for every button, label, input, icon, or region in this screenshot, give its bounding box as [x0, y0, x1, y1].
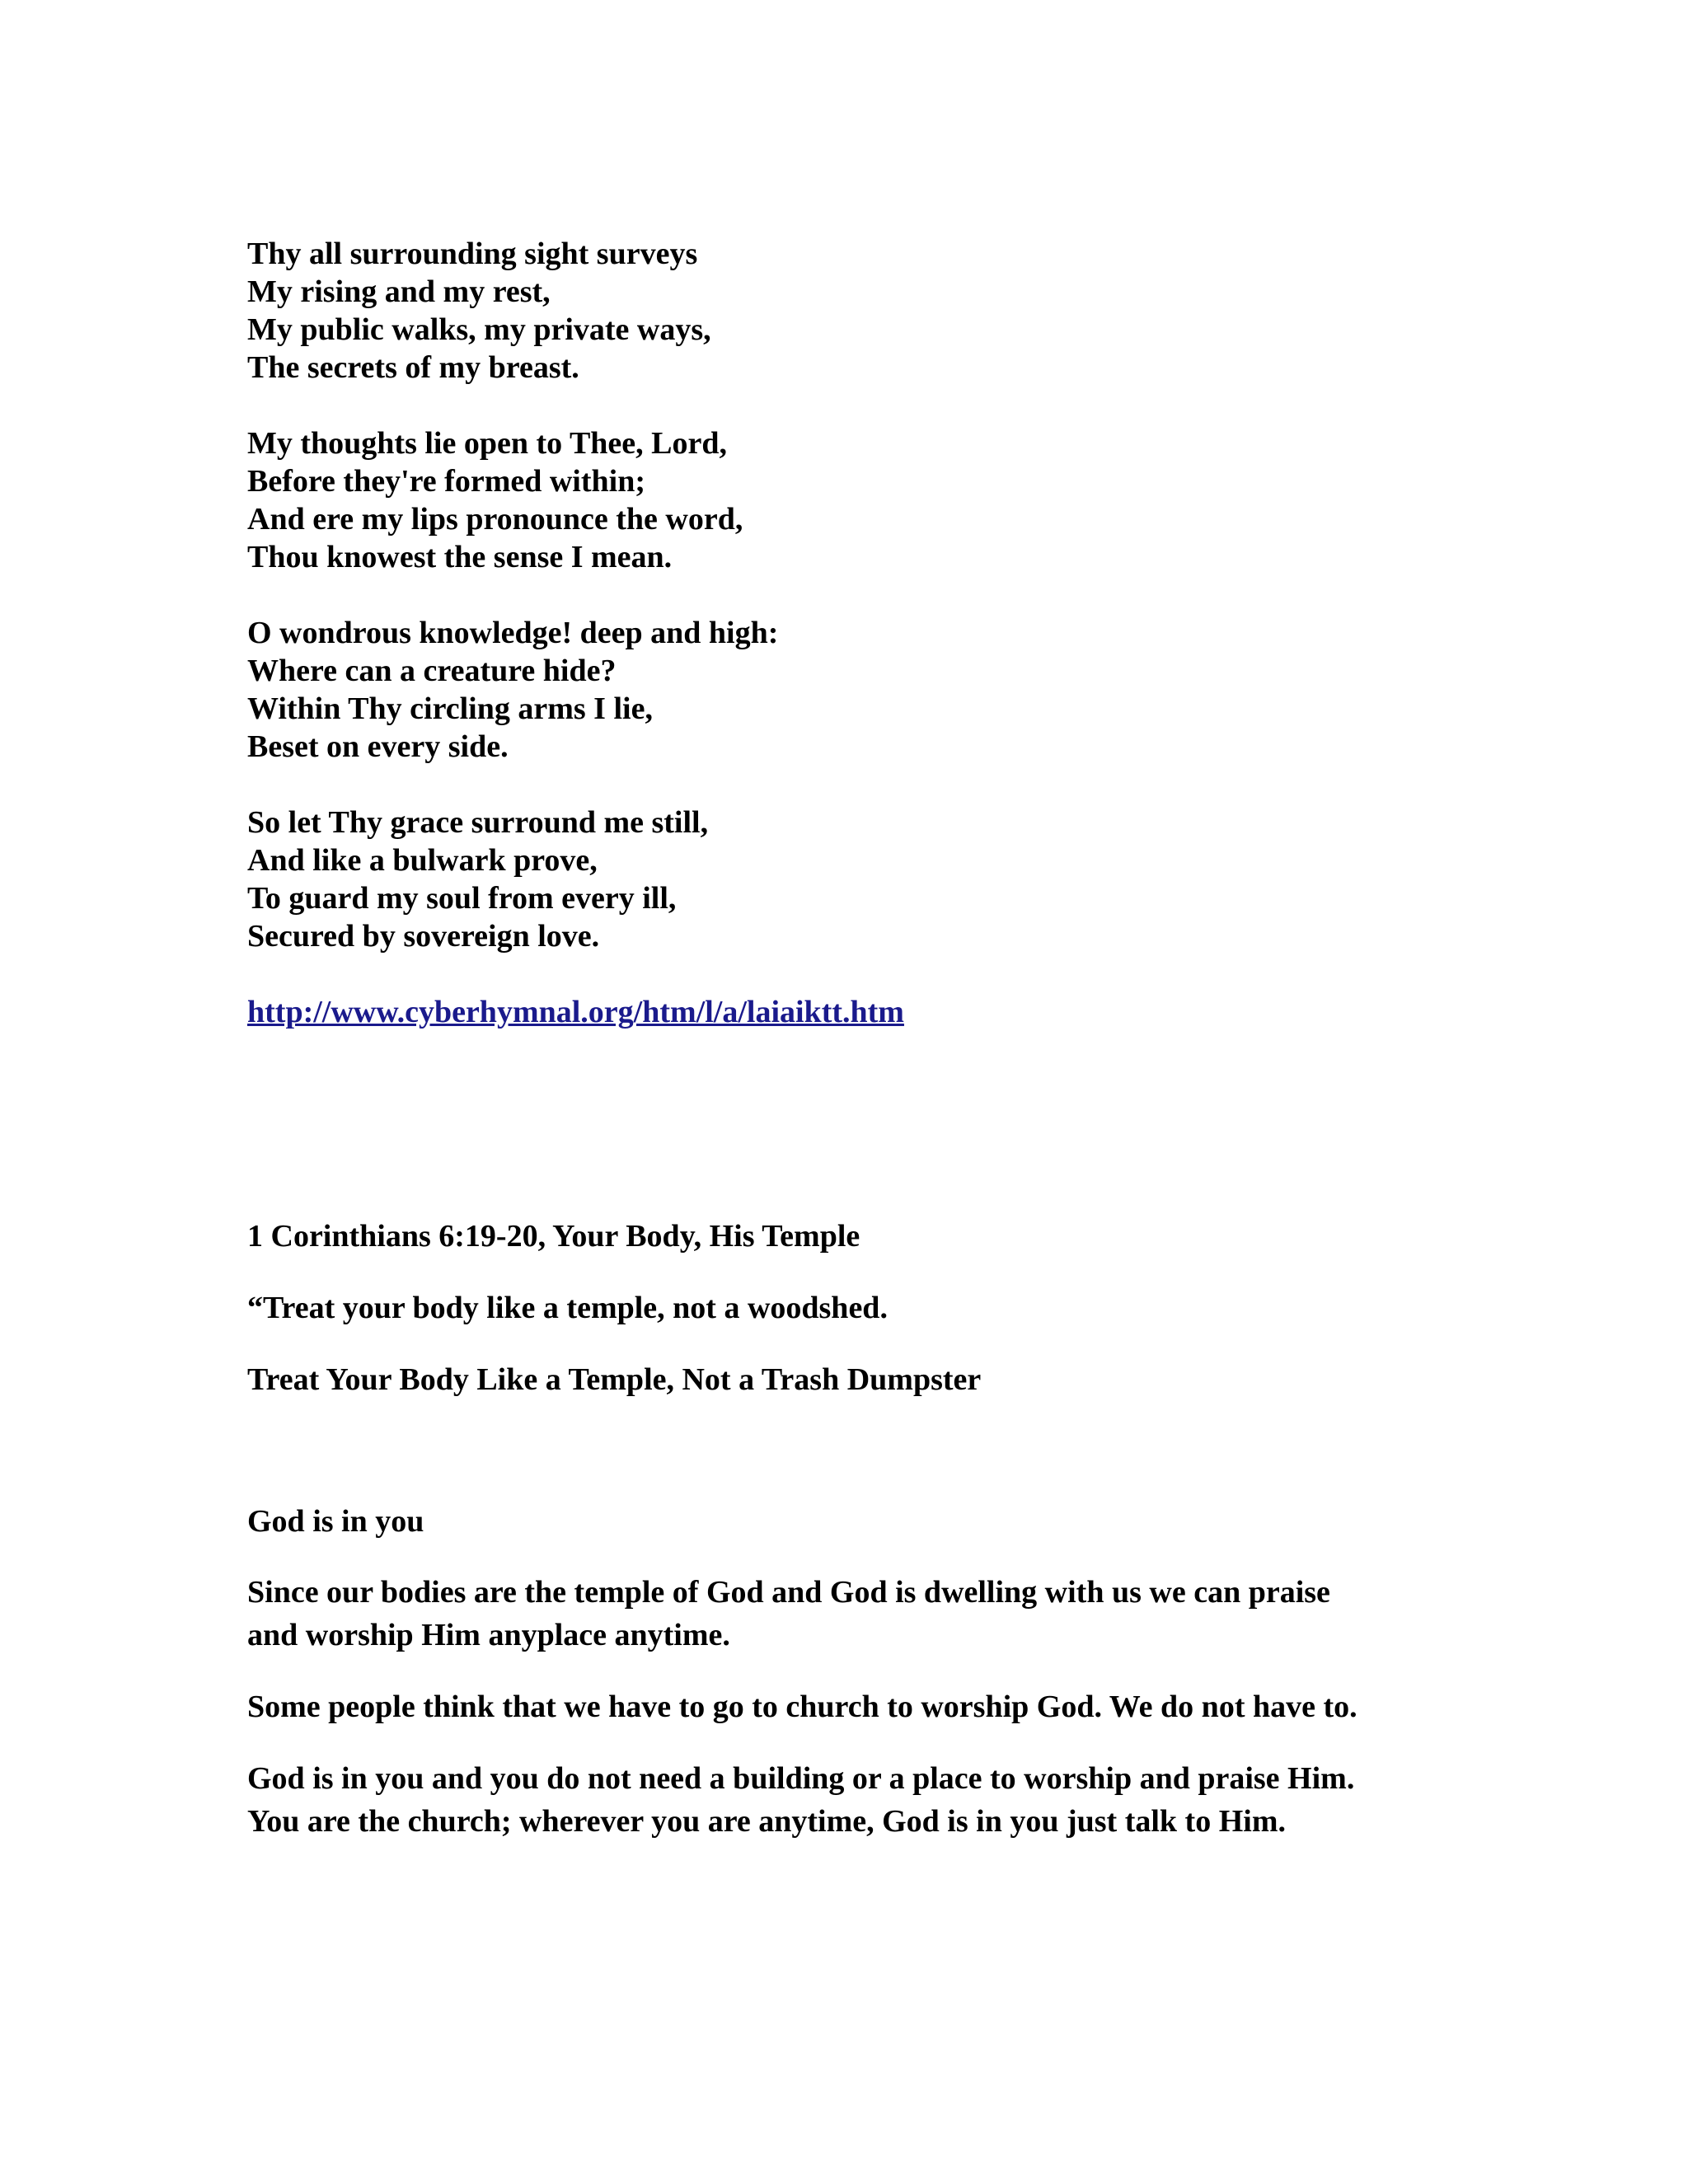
- paragraph-line: God is in you and you do not need a building or a place to worship and praise Him.: [247, 1761, 1355, 1796]
- stanza-line: Before they're formed within;: [247, 464, 645, 499]
- stanza-line: Thy all surrounding sight surveys: [247, 237, 698, 271]
- stanza-line: And ere my lips pronounce the word,: [247, 502, 743, 537]
- paragraph-line: Since our bodies are the temple of God and God is dwelling with us we can praise: [247, 1575, 1330, 1610]
- paragraph-line: You are the church; wherever you are anytime, God is in you just talk to Him.: [247, 1804, 1286, 1839]
- stanza-line: The secrets of my breast.: [247, 350, 579, 385]
- stanza-line: My thoughts lie open to Thee, Lord,: [247, 426, 728, 461]
- god-in-you-heading: God is in you: [247, 1504, 424, 1539]
- hymn-stanza-4: [247, 804, 708, 955]
- stanza-line: My rising and my rest,: [247, 274, 551, 309]
- stanza-line: To guard my soul from every ill,: [247, 881, 677, 916]
- stanza-line: Secured by sovereign love.: [247, 919, 600, 954]
- source-link[interactable]: http://www.cyberhymnal.org/htm/l/a/laiaiktt.htm: [247, 995, 904, 1029]
- stanza-line: And like a bulwark prove,: [247, 843, 598, 878]
- paragraph-line: and worship Him anyplace anytime.: [247, 1618, 730, 1652]
- stanza-line: So let Thy grace surround me still,: [247, 805, 709, 840]
- section-subheading: Treat Your Body Like a Temple, Not a Trash Dumpster: [247, 1362, 982, 1397]
- hymn-stanza-3: [247, 614, 778, 766]
- paragraph-3: [247, 1757, 1354, 1843]
- stanza-line: My public walks, my private ways,: [247, 312, 711, 347]
- section-heading: 1 Corinthians 6:19-20, Your Body, His Temple: [247, 1219, 860, 1254]
- stanza-line: Where can a creature hide?: [247, 654, 617, 688]
- hymn-stanza-1: [247, 235, 711, 387]
- hymn-stanza-2: [247, 424, 743, 576]
- stanza-line: Within Thy circling arms I lie,: [247, 691, 653, 726]
- stanza-line: Thou knowest the sense I mean.: [247, 540, 673, 574]
- paragraph-2: Some people think that we have to go to church to worship God. We do not have to.: [247, 1690, 1357, 1724]
- stanza-line: O wondrous knowledge! deep and high:: [247, 616, 779, 650]
- paragraph-1: [247, 1571, 1330, 1657]
- section-quote: “Treat your body like a temple, not a woodshed.: [247, 1291, 888, 1325]
- stanza-line: Beset on every side.: [247, 729, 509, 764]
